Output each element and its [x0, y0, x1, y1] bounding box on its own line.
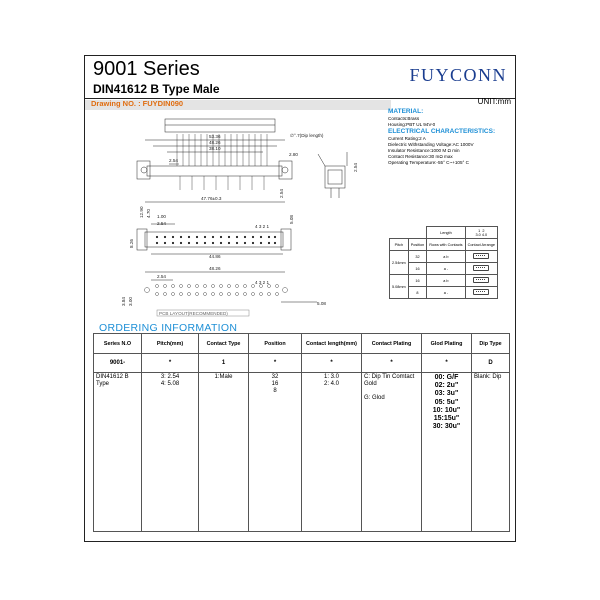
dimension-label: 48.26: [209, 140, 221, 145]
table-cell: DIN41612 B Type: [94, 373, 142, 532]
table-row: 8 a -: [390, 287, 498, 299]
dimension-label: 2.54: [169, 158, 178, 163]
pin-numbers: 4 3 2 1: [255, 280, 270, 285]
table-row: 2.54mm 32 a b: [390, 251, 498, 263]
electrical-heading: ELECTRICAL CHARACTERISTICS:: [388, 128, 496, 135]
brand-logo: FUYCONN: [409, 65, 507, 85]
table-cell: D: [472, 354, 510, 373]
dimension-label: 5.08: [289, 215, 294, 224]
column-header: Contact Type: [199, 334, 249, 354]
table-cell: 9001-: [94, 354, 142, 373]
dimension-label: 38.10: [209, 146, 221, 151]
arrange-header: Contact Arrange: [465, 239, 497, 251]
dimension-label: 2.54: [157, 274, 166, 279]
dimension-label: 44.86: [209, 254, 221, 259]
table-cell: 1: [199, 354, 249, 373]
dimension-label: 3.84: [121, 297, 126, 306]
material-heading: MATERIAL:: [388, 108, 424, 115]
dimension-label: 2.54: [353, 163, 358, 172]
column-header: Glod Plating: [422, 334, 472, 354]
ordering-title: ORDERING INFORMATION: [99, 322, 238, 334]
electrical-line: Current Rating:2 A: [388, 136, 426, 141]
pitch-header: Pitch: [390, 239, 409, 251]
specification-block: [388, 108, 518, 166]
electrical-line: Insulator Resistance:1000 M Ω min: [388, 148, 460, 153]
position-header: Position: [408, 239, 427, 251]
dimension-label: 48.26: [209, 266, 221, 271]
dimension-label: 5.08: [317, 301, 326, 306]
material-line: Contacts:Brass: [388, 116, 420, 121]
dimension-label: 4.70: [146, 209, 151, 218]
dimension-label: 8.26: [129, 239, 134, 248]
column-header: Position: [249, 334, 302, 354]
table-cell: 3: 2.54 4: 5.08: [142, 373, 199, 532]
column-header: Dip Type: [472, 334, 510, 354]
series-title: 9001 Series: [93, 58, 200, 80]
table-header-row: [94, 334, 510, 354]
contact-arrange-icon: [473, 253, 489, 259]
options-row: [94, 373, 510, 532]
table-cell: *: [302, 354, 362, 373]
contact-arrangement-table: [389, 226, 498, 299]
material-line: Housing:PBT UL 94V-0: [388, 122, 436, 127]
column-header: Pitch(mm): [142, 334, 199, 354]
contact-arrange-icon: [473, 265, 489, 271]
contact-arrange-icon: [473, 277, 489, 283]
drawing-number: Drawing NO. : FUYDIN090: [91, 99, 184, 108]
table-row: 5.08mm 16 a b: [390, 275, 498, 287]
dimension-label: 2.54: [279, 189, 284, 198]
table-cell: *: [362, 354, 422, 373]
pcb-layout-view: [145, 272, 318, 316]
product-subtitle: DIN41612 B Type Male: [93, 82, 220, 96]
electrical-line: Contact Resistance:30 mΩ max: [388, 154, 453, 159]
connector-side-view: [318, 152, 347, 198]
dimension-label: 2.80: [289, 152, 298, 157]
pin-numbers: 4 3 2 1: [255, 224, 270, 229]
column-header: Contact length(mm): [302, 334, 362, 354]
table-cell: 1: 3.0 2: 4.0: [302, 373, 362, 532]
contact-arrange-icon: [473, 289, 489, 295]
table-cell: 00: G/F 02: 2u" 03: 3u" 05: 5u" 10: 10u" 15:15u" 30: 30u": [422, 373, 472, 532]
dimension-label: 53.36: [209, 134, 221, 139]
datasheet-sheet: [84, 55, 516, 542]
table-cell: C: Dip Tin Comtact Gold G: Glod: [362, 373, 422, 532]
dimension-label: 1.00: [157, 214, 166, 219]
rows-header: Rows with Contacts: [427, 239, 465, 251]
dimension-label: 3.00: [128, 297, 133, 306]
table-cell: Blank: Dip: [472, 373, 510, 532]
table-cell: *: [142, 354, 199, 373]
unit-label: UNIT:mm: [477, 97, 511, 106]
technical-drawing: [85, 106, 385, 321]
table-cell: 1:Male: [199, 373, 249, 532]
table-cell: *: [422, 354, 472, 373]
length-header: Length: [427, 227, 465, 239]
ordering-table: [93, 333, 510, 532]
pcb-layout-note: PCB LAYOUT(RECOMMENDED): [159, 311, 228, 316]
dimension-label: 12.90: [139, 206, 144, 218]
column-header: Series N.O: [94, 334, 142, 354]
table-cell: 32 16 8: [249, 373, 302, 532]
dimension-label: 2.54: [157, 221, 166, 226]
connector-top-view: [137, 119, 292, 202]
dip-length-note: ∅°.7(Dip length): [290, 133, 324, 138]
dimension-label: 47.76±0.3: [201, 196, 222, 201]
electrical-line: Dielectric Withstanding Voltage:AC 1000V: [388, 142, 474, 147]
part-code-row: [94, 354, 510, 373]
table-cell: *: [249, 354, 302, 373]
length-header-sub: 1 2 3.0 4.0: [465, 227, 497, 239]
electrical-line: Operating Temperature:-55° C~+105° C: [388, 160, 469, 165]
column-header: Contact Plating: [362, 334, 422, 354]
table-row: 16 a -: [390, 263, 498, 275]
